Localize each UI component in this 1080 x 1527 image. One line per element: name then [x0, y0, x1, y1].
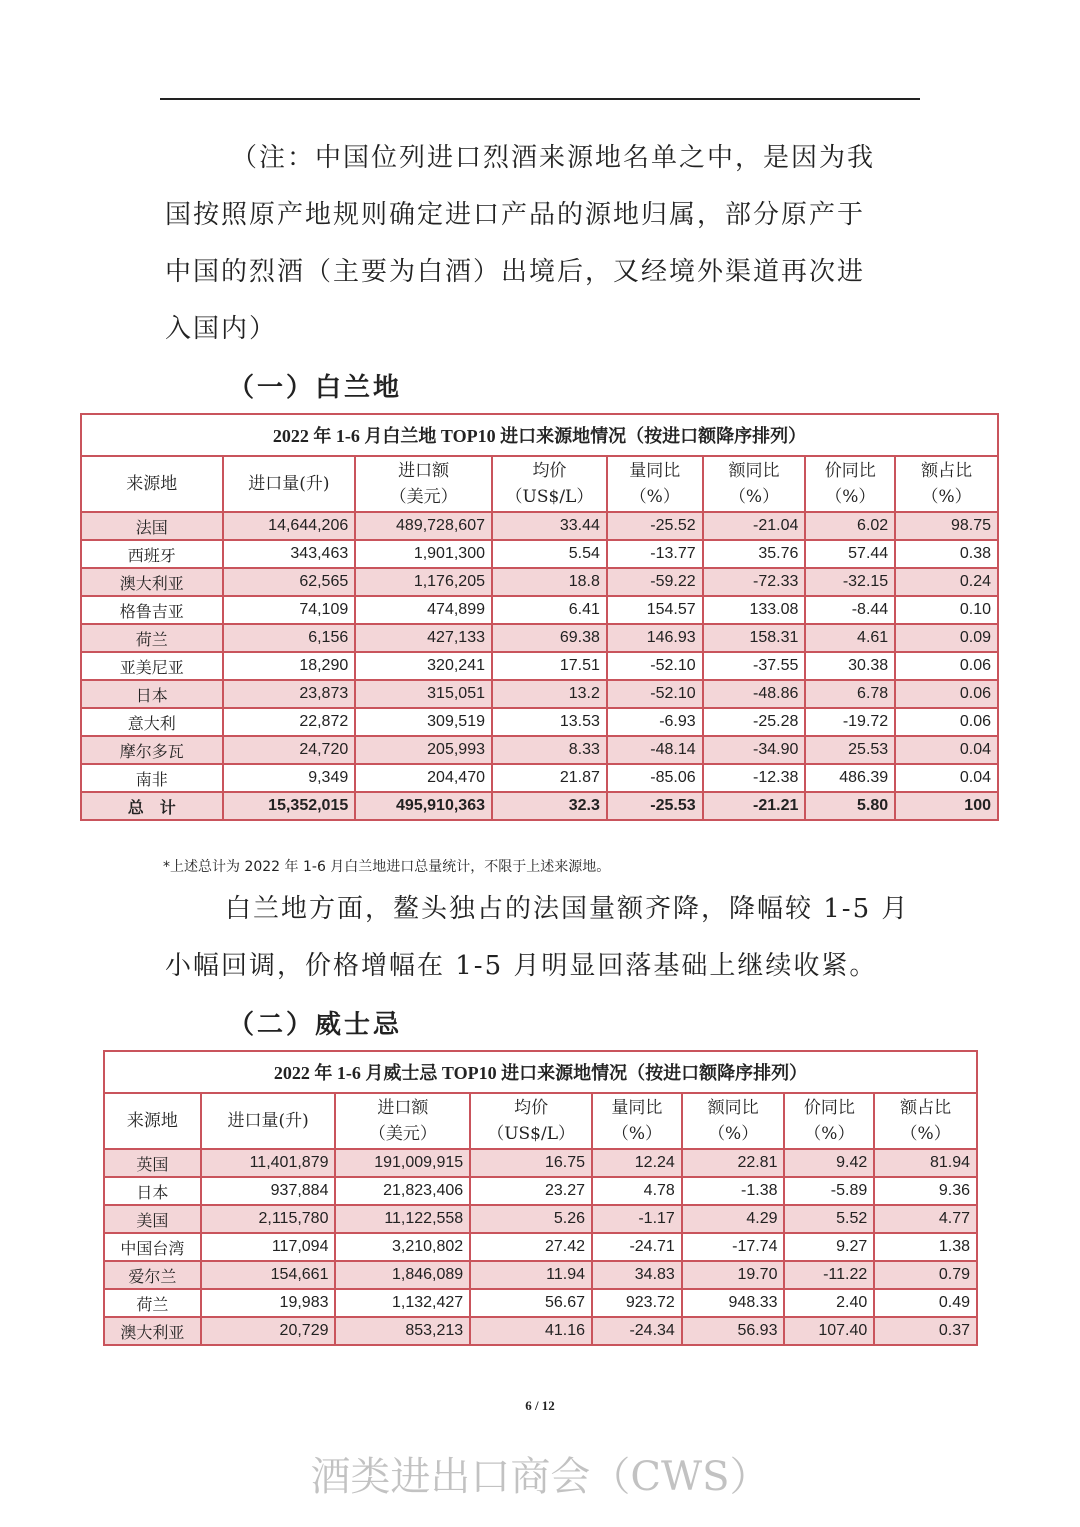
- country-cell: 意大利: [81, 708, 223, 736]
- table-cell: 191,009,915: [335, 1149, 470, 1177]
- table-cell: 0.06: [895, 680, 998, 708]
- table-cell: 3,210,802: [335, 1233, 470, 1261]
- table-cell: 5.52: [784, 1205, 874, 1233]
- table-row: [104, 1205, 977, 1233]
- table-cell: -12.38: [703, 764, 806, 792]
- total-cell: 5.80: [805, 792, 895, 820]
- table-title-row: [104, 1051, 977, 1093]
- table-cell: 2.40: [784, 1289, 874, 1317]
- table-cell: 18.8: [492, 568, 607, 596]
- header-unit: （%）: [804, 1124, 855, 1144]
- table-cell: 21,823,406: [335, 1177, 470, 1205]
- table-cell: -24.71: [592, 1233, 682, 1261]
- table-cell: -5.89: [784, 1177, 874, 1205]
- country-cell: 荷兰: [104, 1289, 201, 1317]
- table-title-row: [81, 414, 998, 456]
- country-cell: 日本: [81, 680, 223, 708]
- table-cell: -48.14: [607, 736, 703, 764]
- table-cell: -25.52: [607, 512, 703, 540]
- table-row: [104, 1233, 977, 1261]
- section-heading-whisky: （二）威士忌: [228, 1010, 403, 1040]
- table-cell: -11.22: [784, 1261, 874, 1289]
- table-cell: 13.53: [492, 708, 607, 736]
- country-cell: 荷兰: [81, 624, 223, 652]
- table-cell: 19,983: [201, 1289, 336, 1317]
- header-line: 额占比: [900, 1098, 952, 1118]
- table-row: [81, 568, 998, 596]
- table-footnote: *上述总计为 2022 年 1-6 月白兰地进口总量统计，不限于上述来源地。: [163, 859, 611, 875]
- column-header: [104, 1093, 201, 1149]
- table-cell: 427,133: [355, 624, 492, 652]
- header-unit: （%）: [921, 487, 972, 507]
- table-row: [81, 708, 998, 736]
- table-cell: 343,463: [223, 540, 356, 568]
- column-header: [223, 456, 356, 512]
- table-row: [81, 736, 998, 764]
- total-cell: 100: [895, 792, 998, 820]
- table-cell: 34.83: [592, 1261, 682, 1289]
- header-unit: （美元）: [389, 487, 458, 507]
- table-cell: 0.79: [874, 1261, 977, 1289]
- table-cell: 205,993: [355, 736, 492, 764]
- header-rule: [160, 98, 920, 100]
- table-cell: 30.38: [805, 652, 895, 680]
- header-line: 进口量(升): [248, 474, 330, 494]
- table-cell: 27.42: [470, 1233, 592, 1261]
- column-header: [895, 456, 998, 512]
- table-cell: 158.31: [703, 624, 806, 652]
- table-cell: 117,094: [201, 1233, 336, 1261]
- column-header: [81, 456, 223, 512]
- header-line: 进口额: [377, 1098, 429, 1118]
- table-row: [104, 1177, 977, 1205]
- header-unit: （US$/L）: [505, 487, 594, 507]
- table-cell: -37.55: [703, 652, 806, 680]
- header-unit: （%）: [611, 1124, 662, 1144]
- table-cell: -59.22: [607, 568, 703, 596]
- table-cell: 5.54: [492, 540, 607, 568]
- table-cell: 14,644,206: [223, 512, 356, 540]
- page-number: 6 / 12: [525, 1398, 555, 1413]
- table-cell: 486.39: [805, 764, 895, 792]
- table-cell: 19.70: [682, 1261, 785, 1289]
- table-cell: 9.42: [784, 1149, 874, 1177]
- table-cell: -6.93: [607, 708, 703, 736]
- table-row: [81, 652, 998, 680]
- header-unit: （%）: [629, 487, 680, 507]
- table-cell: 474,899: [355, 596, 492, 624]
- table-cell: 57.44: [805, 540, 895, 568]
- table-cell: 20,729: [201, 1317, 336, 1345]
- text-line: 小幅回调，价格增幅在 1-5 月明显回落基础上继续收紧。: [165, 951, 878, 981]
- header-line: 量同比: [611, 1098, 663, 1118]
- country-cell: 法国: [81, 512, 223, 540]
- table-cell: 2,115,780: [201, 1205, 336, 1233]
- table-cell: -21.04: [703, 512, 806, 540]
- table-row: [81, 596, 998, 624]
- table-cell: 0.09: [895, 624, 998, 652]
- total-cell: 495,910,363: [355, 792, 492, 820]
- table-cell: 6.41: [492, 596, 607, 624]
- total-cell: -25.53: [607, 792, 703, 820]
- text-line: 白兰地方面，鳌头独占的法国量额齐降，降幅较 1-5 月: [225, 894, 910, 924]
- header-unit: （美元）: [368, 1124, 437, 1144]
- table-cell: -72.33: [703, 568, 806, 596]
- note-paragraph: [165, 130, 945, 358]
- text-line: 中国的烈酒（主要为白酒）出境后，又经境外渠道再次进: [165, 257, 866, 287]
- table-cell: 9.36: [874, 1177, 977, 1205]
- table-row: [104, 1149, 977, 1177]
- table-cell: 309,519: [355, 708, 492, 736]
- table-cell: 948.33: [682, 1289, 785, 1317]
- header-unit: （%）: [708, 1124, 759, 1144]
- table-cell: 0.38: [895, 540, 998, 568]
- table-cell: 320,241: [355, 652, 492, 680]
- country-cell: 中国台湾: [104, 1233, 201, 1261]
- table-cell: 23.27: [470, 1177, 592, 1205]
- header-line: 价同比: [803, 1098, 855, 1118]
- header-unit: （US$/L）: [487, 1124, 576, 1144]
- table-cell: 11.94: [470, 1261, 592, 1289]
- header-unit: （%）: [900, 1124, 951, 1144]
- table-cell: 0.06: [895, 708, 998, 736]
- table-cell: -52.10: [607, 652, 703, 680]
- total-label: 总 计: [81, 792, 223, 820]
- table-row: [81, 680, 998, 708]
- total-cell: -21.21: [703, 792, 806, 820]
- column-header: [592, 1093, 682, 1149]
- text-line: 入国内）: [165, 314, 278, 344]
- table-cell: 6,156: [223, 624, 356, 652]
- table-cell: 23,873: [223, 680, 356, 708]
- table-row: [81, 764, 998, 792]
- table-row: [104, 1317, 977, 1345]
- table-cell: 0.04: [895, 736, 998, 764]
- table-cell: 489,728,607: [355, 512, 492, 540]
- country-cell: 爱尔兰: [104, 1261, 201, 1289]
- total-row: [81, 792, 998, 820]
- table-cell: -85.06: [607, 764, 703, 792]
- table-cell: 11,122,558: [335, 1205, 470, 1233]
- table-cell: 154,661: [201, 1261, 336, 1289]
- table-cell: -17.74: [682, 1233, 785, 1261]
- table-cell: 22.81: [682, 1149, 785, 1177]
- country-cell: 日本: [104, 1177, 201, 1205]
- table-cell: 4.29: [682, 1205, 785, 1233]
- header-line: 额占比: [921, 461, 973, 481]
- column-header: [335, 1093, 470, 1149]
- table-cell: 41.16: [470, 1317, 592, 1345]
- table-cell: 937,884: [201, 1177, 336, 1205]
- table-cell: -13.77: [607, 540, 703, 568]
- table-cell: 62,565: [223, 568, 356, 596]
- country-cell: 澳大利亚: [81, 568, 223, 596]
- table-cell: 25.53: [805, 736, 895, 764]
- table-cell: 1,901,300: [355, 540, 492, 568]
- total-cell: 15,352,015: [223, 792, 356, 820]
- table-cell: -48.86: [703, 680, 806, 708]
- table-cell: 69.38: [492, 624, 607, 652]
- column-header: [703, 456, 806, 512]
- table-header-row: [81, 456, 998, 512]
- table-cell: -1.38: [682, 1177, 785, 1205]
- table-cell: 13.2: [492, 680, 607, 708]
- table-cell: 0.10: [895, 596, 998, 624]
- brandy-table: [80, 413, 999, 821]
- table-cell: -8.44: [805, 596, 895, 624]
- table-cell: 9,349: [223, 764, 356, 792]
- header-line: 均价: [514, 1098, 549, 1118]
- table-cell: 18,290: [223, 652, 356, 680]
- table-cell: 56.67: [470, 1289, 592, 1317]
- country-cell: 澳大利亚: [104, 1317, 201, 1345]
- table-cell: 98.75: [895, 512, 998, 540]
- table-cell: 204,470: [355, 764, 492, 792]
- column-header: [784, 1093, 874, 1149]
- watermark: 酒类进出口商会（CWS）: [310, 1454, 770, 1500]
- section-heading-brandy: （一）白兰地: [228, 373, 403, 403]
- table-cell: 107.40: [784, 1317, 874, 1345]
- column-header: [492, 456, 607, 512]
- header-unit: （%）: [728, 487, 780, 507]
- header-unit: （%）: [825, 487, 876, 507]
- column-header: [607, 456, 703, 512]
- table-cell: 6.78: [805, 680, 895, 708]
- table-cell: 1,846,089: [335, 1261, 470, 1289]
- table-cell: 0.49: [874, 1289, 977, 1317]
- table-cell: 853,213: [335, 1317, 470, 1345]
- column-header: [682, 1093, 785, 1149]
- header-line: 来源地: [126, 474, 178, 494]
- table-cell: 8.33: [492, 736, 607, 764]
- table-header-row: [104, 1093, 977, 1149]
- column-header: [874, 1093, 977, 1149]
- header-line: 进口量(升): [227, 1111, 309, 1131]
- table-cell: 154.57: [607, 596, 703, 624]
- table-cell: 9.27: [784, 1233, 874, 1261]
- table-title: 2022 年 1-6 月白兰地 TOP10 进口来源地情况（按进口额降序排列）: [81, 414, 998, 456]
- table-cell: 11,401,879: [201, 1149, 336, 1177]
- table-row: [104, 1261, 977, 1289]
- table-cell: 5.26: [470, 1205, 592, 1233]
- table-row: [104, 1289, 977, 1317]
- table-cell: 1,132,427: [335, 1289, 470, 1317]
- table-cell: 56.93: [682, 1317, 785, 1345]
- table-cell: 4.77: [874, 1205, 977, 1233]
- table-title: 2022 年 1-6 月威士忌 TOP10 进口来源地情况（按进口额降序排列）: [104, 1051, 977, 1093]
- table-cell: -25.28: [703, 708, 806, 736]
- header-line: 进口额: [398, 461, 450, 481]
- column-header: [470, 1093, 592, 1149]
- header-line: 价同比: [824, 461, 876, 481]
- table-cell: 1,176,205: [355, 568, 492, 596]
- table-cell: -32.15: [805, 568, 895, 596]
- country-cell: 摩尔多瓦: [81, 736, 223, 764]
- column-header: [805, 456, 895, 512]
- table-cell: 315,051: [355, 680, 492, 708]
- header-line: 额同比: [728, 461, 780, 481]
- table-cell: 4.61: [805, 624, 895, 652]
- table-cell: -1.17: [592, 1205, 682, 1233]
- table-cell: 0.24: [895, 568, 998, 596]
- total-cell: 32.3: [492, 792, 607, 820]
- table-row: [81, 624, 998, 652]
- country-cell: 西班牙: [81, 540, 223, 568]
- table-cell: -52.10: [607, 680, 703, 708]
- table-cell: 24,720: [223, 736, 356, 764]
- country-cell: 英国: [104, 1149, 201, 1177]
- table-cell: 22,872: [223, 708, 356, 736]
- table-cell: 0.06: [895, 652, 998, 680]
- table-cell: 81.94: [874, 1149, 977, 1177]
- whisky-table: [103, 1050, 978, 1346]
- text-line: 国按照原产地规则确定进口产品的源地归属，部分原产于: [165, 200, 866, 230]
- table-cell: 21.87: [492, 764, 607, 792]
- text-line: （注：中国位列进口烈酒来源地名单之中，是因为我: [231, 143, 876, 173]
- table-cell: 1.38: [874, 1233, 977, 1261]
- table-cell: 17.51: [492, 652, 607, 680]
- table-cell: 133.08: [703, 596, 806, 624]
- column-header: [201, 1093, 336, 1149]
- table-cell: 146.93: [607, 624, 703, 652]
- table-row: [81, 512, 998, 540]
- country-cell: 南非: [81, 764, 223, 792]
- header-line: 额同比: [707, 1098, 759, 1118]
- table-cell: -19.72: [805, 708, 895, 736]
- table-cell: -24.34: [592, 1317, 682, 1345]
- table-row: [81, 540, 998, 568]
- brandy-paragraph: [165, 881, 945, 995]
- table-cell: 6.02: [805, 512, 895, 540]
- header-line: 来源地: [126, 1111, 178, 1131]
- country-cell: 格鲁吉亚: [81, 596, 223, 624]
- table-cell: 4.78: [592, 1177, 682, 1205]
- table-cell: 0.37: [874, 1317, 977, 1345]
- column-header: [355, 456, 492, 512]
- table-cell: 0.04: [895, 764, 998, 792]
- table-cell: 35.76: [703, 540, 806, 568]
- country-cell: 亚美尼亚: [81, 652, 223, 680]
- table-cell: 16.75: [470, 1149, 592, 1177]
- table-cell: -34.90: [703, 736, 806, 764]
- header-line: 均价: [532, 461, 567, 481]
- header-line: 量同比: [629, 461, 681, 481]
- table-cell: 12.24: [592, 1149, 682, 1177]
- table-cell: 923.72: [592, 1289, 682, 1317]
- table-cell: 74,109: [223, 596, 356, 624]
- table-cell: 33.44: [492, 512, 607, 540]
- country-cell: 美国: [104, 1205, 201, 1233]
